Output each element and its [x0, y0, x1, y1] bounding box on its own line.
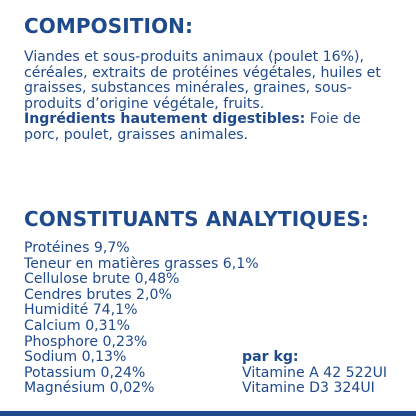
constituents-list	[24, 241, 259, 397]
composition-ingredients: Viandes et sous-produits animaux (poulet 16%), céréales, extraits de protéines végétales, huiles et graisses, substances minérales, graines, sous-produits d’origine végétale, fruits.	[24, 49, 381, 112]
vitamins-block	[242, 350, 387, 397]
composition-text-block	[24, 50, 396, 144]
list-item: Teneur en matières grasses 6,1%	[24, 255, 259, 272]
list-item: Calcium 0,31%	[24, 317, 130, 334]
vitamin-item: Vitamine D3 324UI	[242, 380, 375, 397]
vitamin-item: Vitamine A 42 522UI	[242, 364, 388, 381]
list-item: Humidité 74,1%	[24, 302, 138, 319]
list-item: Phosphore 0,23%	[24, 333, 148, 350]
constituents-heading: CONSTITUANTS ANALYTIQUES:	[24, 207, 370, 231]
list-item: Magnésium 0,02%	[24, 380, 155, 397]
bottom-accent-bar	[0, 411, 416, 416]
list-item: Protéines 9,7%	[24, 240, 130, 256]
vitamins-label: par kg:	[242, 349, 299, 365]
composition-heading: COMPOSITION:	[24, 14, 194, 38]
digestible-ingredients: Foie de porc, poulet, graisses animales.	[24, 111, 361, 143]
list-item: Sodium 0,13%	[24, 349, 127, 366]
list-item: Cendres brutes 2,0%	[24, 286, 172, 303]
digestible-label: Ingrédients hautement digestibles:	[24, 111, 306, 128]
list-item: Cellulose brute 0,48%	[24, 271, 180, 288]
list-item: Potassium 0,24%	[24, 364, 146, 381]
